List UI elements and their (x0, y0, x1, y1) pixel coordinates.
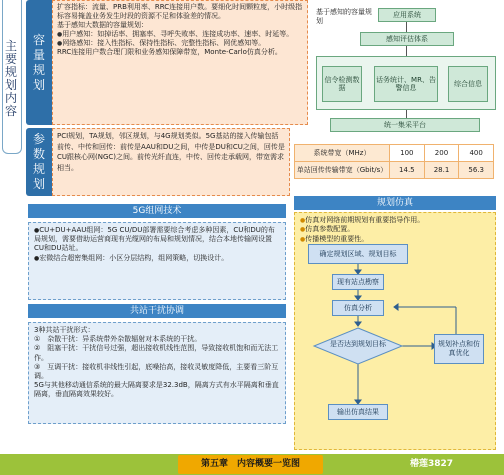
networking-bullet-hetnet: ● 宏微结合超密集组网：小区分层结构，组网策略，切换设计。 (34, 254, 280, 263)
table-cell: 14.5 (390, 162, 425, 179)
simulation-header: 规划仿真 (294, 196, 496, 210)
decision-label: 是否达到规划目标 (330, 340, 386, 348)
procurement-platform-box: 统一集采平台 (330, 118, 480, 132)
table-cell: 56.3 (459, 162, 494, 179)
interference-line: ② 阻塞干扰：干扰信号过强，超出接收机线性范围，导致接收机饱和而无法工作。 (34, 344, 279, 362)
capacity-line-1: 扩容指标：流量、PRB利用率、RRC连接用户数。要细化时间颗粒度，小时级指标容易掩盖业务发生时段的资源不足和体验差的情况。 (57, 3, 303, 20)
networking-box (28, 222, 286, 300)
table-cell: 系统带宽（MHz） (295, 145, 390, 162)
signaling-data-box: 信令检测数据 (322, 66, 362, 102)
simulation-bullet: ● 仿真对网络前期规划有重要指导作用。 (300, 216, 490, 225)
table-cell: 400 (459, 145, 494, 162)
site-survey-step: 现有站点勘察 (332, 274, 384, 290)
table-cell: 28.1 (424, 162, 459, 179)
output-results-step: 输出仿真结果 (328, 404, 388, 420)
traffic-mr-alarm-box: 话务统计、MR、告警信息 (374, 66, 438, 102)
arrow-line (406, 22, 407, 32)
interference-box (28, 322, 286, 424)
capacity-planning-label: 容量规划 (26, 0, 52, 125)
simulation-analysis-step: 仿真分析 (332, 300, 384, 316)
table-cell: 200 (424, 145, 459, 162)
arrow-line (406, 46, 407, 56)
diagram-title: 基于感知的容量规划 (316, 8, 372, 25)
evaluation-system-box: 感知评估体系 (360, 32, 454, 46)
table-row (295, 145, 494, 162)
simulation-bullet: ● 仿真参数配置。 (300, 225, 490, 234)
networking-bullet-cu-du: ● CU+DU+AAU组网：5G CU/DU部署需要综合考虑多种因素，CU和DU的布局规划，需要借助运营商现有光缆网的布局和规划情况，结合本地传输网设置CU和DU站址。 (34, 226, 280, 254)
capacity-tail: RRC连接用户数合理门限和业务感知保障带宽，Monte-Carlo仿真分析。 (57, 48, 282, 56)
define-area-step: 确定规划区域、规划目标 (308, 244, 408, 264)
capacity-line-2: 基于感知大数据的容量规划： (57, 21, 148, 29)
app-system-box: 应用系统 (378, 8, 436, 22)
capacity-bullet-network: ● 网络感知：接入性指标、保持性指标、完整性指标、网优感知等。 (57, 39, 303, 48)
footer-title: 第五章 内容概要一览图 (178, 455, 323, 474)
capacity-bullet-user: ● 用户感知：如掉话率、拥塞率、寻呼失败率、连接成功率、速率、时延等。 (57, 30, 303, 39)
parameter-planning-label: 参数规划 (26, 128, 52, 196)
table-cell: 100 (390, 145, 425, 162)
parameter-planning-box: PCI规划，TA规划，邻区规划，与4G规划类似。5G基站的接入传输包括前传、中传和回传：前传是AAU和DU之间，中传是DU和CU之间，回传是CU跟核心网(NGC)之间。前传光纤直连，中传、回传走承载网，带宽需求相当。 (52, 128, 290, 196)
left-vertical-title: 主要规划内容 (4, 39, 17, 118)
bandwidth-table (294, 144, 494, 179)
interference-line: 3种共站干扰形式： (34, 326, 95, 334)
watermark: 椿莲3827 (410, 459, 454, 469)
integrated-info-box: 综合信息 (448, 66, 488, 102)
interference-line: 5G与其他移动通信系统的最大隔离要求是32.3dB，隔离方式有水平隔离和垂直隔离，垂直隔离效果较好。 (34, 381, 279, 399)
arrow-line (406, 110, 407, 118)
interference-line: ① 杂散干扰：异系统带外杂散辐射对本系统的干扰。 (34, 335, 202, 344)
capacity-planning-box (52, 0, 308, 125)
networking-header: 5G组网技术 (28, 204, 286, 218)
interference-header: 共站干扰协调 (28, 304, 286, 318)
simulation-bullet: ● 传播模型的重要性。 (300, 235, 490, 244)
supplement-optimize-step: 规划补点和仿真优化 (434, 334, 484, 364)
table-row (295, 162, 494, 179)
perception-diagram (308, 0, 504, 137)
interference-line: ③ 互调干扰：接收机非线性引起，底噪抬高，接收灵敏度降低，主要看三阶互调。 (34, 362, 279, 381)
table-cell: 单站回传传输带宽（Gbit/s） (295, 162, 390, 179)
